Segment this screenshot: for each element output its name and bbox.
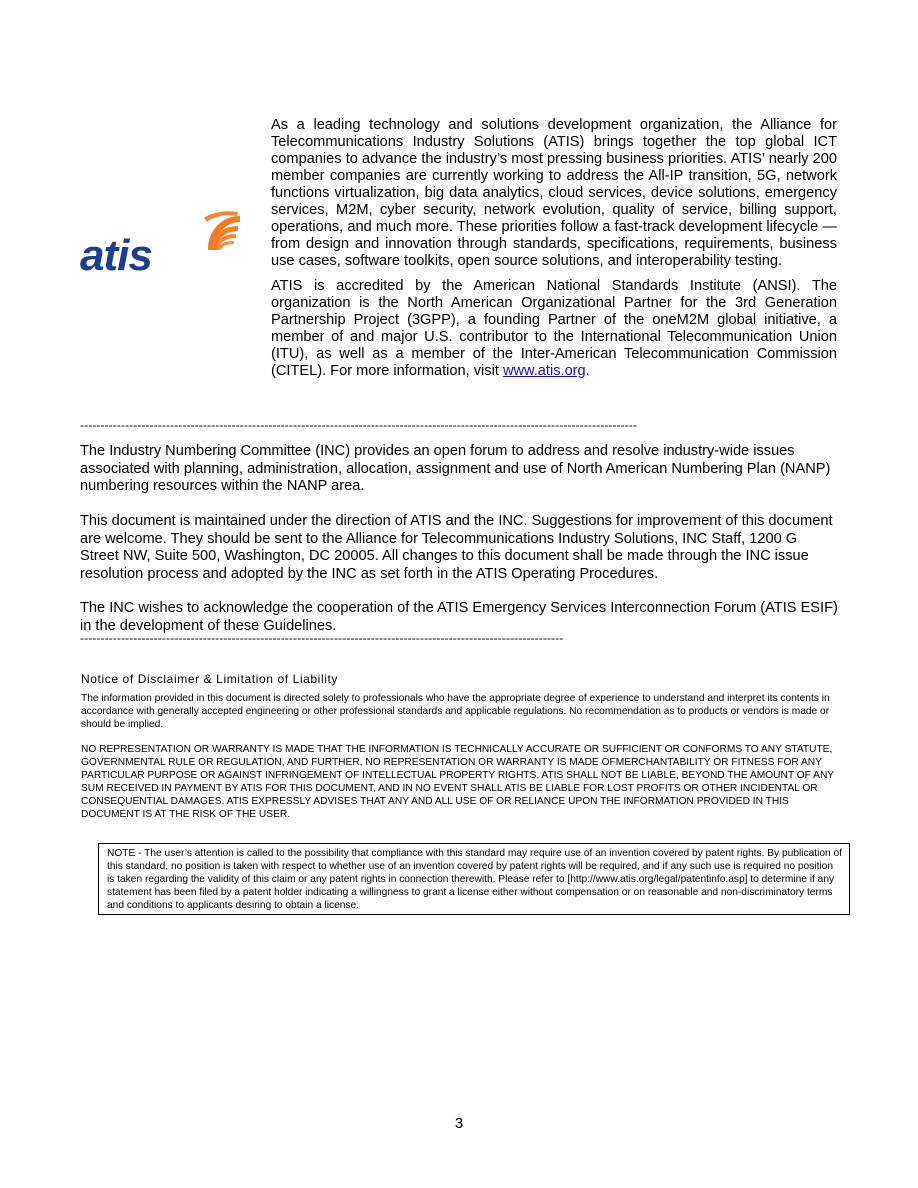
inc-paragraph-1: The Industry Numbering Committee (INC) provides an open forum to address and resolve industry-wide issues associated with planning, administration, allocation, assignment and use of North American Numbering Plan (NANP) numbering resources within the NANP area. [80, 443, 831, 495]
about-paragraph-2 [271, 278, 837, 380]
acknowledgement-paragraph [80, 600, 840, 635]
page-number: 3 [454, 1115, 464, 1132]
atis-website-link[interactable]: www.atis.org [502, 363, 586, 379]
inc-paragraph-3: The INC wishes to acknowledge the cooperation of the ATIS Emergency Services Interconnection Forum (ATIS ESIF) in the development of these Guidelines. [80, 600, 838, 634]
inc-intro-paragraph [80, 443, 840, 496]
disclaimer-paragraph-1: The information provided in this document is directed solely to professionals who have the appropriate degree of experience to understand and interpret its contents in accordance with generally accepted engineering or other professional standards and applicable regulations. No recommendation as to products or vendors is made or should be implied. [81, 693, 830, 730]
atis-logo [80, 210, 242, 280]
logo-burst [204, 211, 240, 250]
about-atis [271, 117, 837, 388]
about-paragraph-2-end: . [585, 363, 590, 379]
about-paragraph-2-text: ATIS is accredited by the American National Standards Institute (ANSI). The organization is the North American Organizational Partner for the 3rd Generation Partnership Project (3GPP), a founding Partner of the oneM2M global initiative, a member of and major U.S. contributor to the International Telecommunication Union (ITU), as well as a member of the Inter-American Telecommunication Commission (CITEL). For more information, visit [271, 278, 837, 379]
disclaimer-heading: Notice of Disclaimer & Limitation of Liability [81, 672, 339, 686]
patent-note-box: NOTE - The user’s attention is called to the possibility that compliance with this standard may require use of an invention covered by patent rights. By publication of this standard, no position is taken with respect to whether use of an invention covered by patent rights will be required, and if any such use is required no position is taken regarding the validity of this claim or any patent rights in connection therewith. Please refer to [http://www.atis.org/legal/patentinfo.asp] to determine if any statement has been filed by a patent holder indicating a willingness to grant a license either without compensation or on reasonable and non-discriminatory terms and conditions to applicants desiring to obtain a license. [98, 843, 850, 915]
inc-paragraph-2: This document is maintained under the direction of ATIS and the INC. Suggestions for improvement of this document are welcome. They should be sent to the Alliance for Telecommunications Industry Solutions, INC Staff, 1200 G Street NW, Suite 500, Washington, DC 20005. All changes to this document shall be made through the INC issue resolution process and adopted by the INC as set forth in the ATIS Operating Procedures. [80, 513, 833, 582]
separator-top: ---------------------------------------------------------------------------------------------------------------------------------------- [80, 418, 638, 432]
logo-wordmark: atis [80, 231, 152, 280]
about-paragraph-1: As a leading technology and solutions development organization, the Alliance for Telecommunications Industry Solutions (ATIS) brings together the top global ICT companies to advance the industry’s most pressing business priorities. ATIS’ nearly 200 member companies are currently working to address the All-IP transition, 5G, network functions virtualization, big data analytics, cloud services, device solutions, emergency services, M2M, cyber security, network evolution, quality of service, billing support, operations, and much more. These priorities follow a fast-track development lifecycle — from design and innovation through standards, specifications, requirements, business use cases, software toolkits, open source solutions, and interoperability testing. [271, 117, 837, 269]
separator-bottom: ---------------------------------------------------------------------------------------------------------------------- [80, 631, 564, 645]
maintenance-paragraph [80, 513, 840, 583]
disclaimer-paragraph-2: NO REPRESENTATION OR WARRANTY IS MADE THAT THE INFORMATION IS TECHNICALLY ACCURATE OR SUFFICIENT OR CONFORMS TO ANY STATUTE, GOVERNMENTAL RULE OR REGULATION, AND FURTHER, NO REPRESENTATION OR WARRANTY IS MADE OFMERCHANTABILITY OR FITNESS FOR ANY PARTICULAR PURPOSE OR AGAINST INFRINGEMENT OF INTELLECTUAL PROPERTY RIGHTS. ATIS SHALL NOT BE LIABLE, BEYOND THE AMOUNT OF ANY SUM RECEIVED IN PAYMENT BY ATIS FOR THIS DOCUMENT, AND IN NO EVENT SHALL ATIS BE LIABLE FOR LOST PROFITS OR OTHER INCIDENTAL OR CONSEQUENTIAL DAMAGES. ATIS EXPRESSLY ADVISES THAT ANY AND ALL USE OF OR RELIANCE UPON THE INFORMATION PROVIDED IN THIS DOCUMENT IS AT THE RISK OF THE USER. [81, 744, 834, 820]
